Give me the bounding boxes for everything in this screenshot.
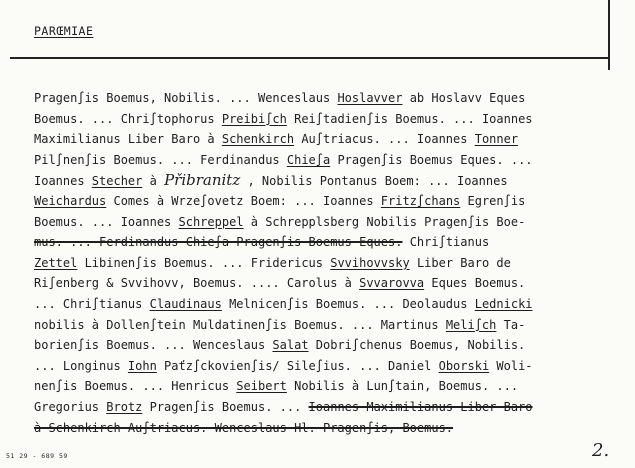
text-line [34,376,594,397]
text-segment: Boemus. ... Chri∫tophorus [34,111,222,126]
text-segment: Pragen∫is Boemus. ... [142,399,309,414]
page-number: 2. [592,440,610,461]
text-segment: Comes à Wrze∫ovetz Boem: ... Ioannes [106,193,381,208]
underlined-name: Svvarovva [359,276,425,291]
underlined-name: Schenkirch [221,132,295,147]
text-segment: à Schrepplsberg Nobilis Pragen∫is Boe- [243,214,526,229]
text-line [34,273,594,294]
text-line [34,129,594,150]
underlined-name: Weichardus [34,193,107,208]
text-segment: nobilis à Dollen∫tein Muldatinen∫is Boemus. ... Martinus [34,317,446,332]
text-line [34,191,594,212]
text-segment: ... Chri∫tianus [34,296,150,311]
underlined-name: Claudinaus [149,296,222,311]
footer-code: 51 29 - 689 59 [6,452,68,460]
text-segment: Liber Baro de [409,255,511,270]
text-line [34,232,594,253]
text-line [34,170,594,191]
underlined-name: Hoslavver [337,91,403,105]
text-segment: Ta- [496,317,526,332]
text-segment: , Nobilis Pontanus Boem: ... Ioannes [240,174,508,189]
text-segment: Pragen∫is Boemus Eques. ... [330,152,533,167]
underlined-name: Seibert [236,379,287,394]
text-line [34,418,594,439]
handwritten-insertion: Přibranitz [164,171,241,190]
text-segment: Au∫triacus. ... Ioannes [294,132,475,147]
underlined-name: Preibi∫ch [221,111,287,126]
underlined-name: Chie∫a [286,152,331,167]
underlined-name: Oborski [438,358,490,373]
underlined-name: Fritz∫chans [380,193,461,208]
text-segment: Boemus. ... Ioannes [34,214,179,229]
text-segment: Gregorius [34,399,107,414]
text-line [34,212,594,233]
text-segment: ... Longinus [34,358,128,373]
underlined-name: Iohn [127,358,157,373]
underlined-name: Zettel [34,255,78,270]
underlined-name: Meli∫ch [445,317,497,332]
text-line [34,109,594,130]
text-segment: Ioannes [34,174,92,189]
text-segment: Dobri∫chenus Boemus, Nobilis. [308,338,526,353]
text-segment: Woli- [489,358,533,373]
text-line [34,315,594,336]
underlined-name: Lednicki [474,296,533,311]
underlined-name: Stecher [91,174,143,189]
text-segment: Chri∫tianus [402,235,490,250]
text-segment: Rei∫tadien∫is Boemus. ... Ioannes [286,111,533,126]
text-segment: nen∫is Boemus. ... Henricus [34,379,237,394]
text-segment: Paťz∫ckovien∫is/ Sile∫ius. ... Daniel [156,358,439,373]
card-body-text [34,88,594,438]
text-line [34,294,594,315]
text-segment: à [142,174,165,189]
text-segment: Libinen∫is Boemus. ... Fridericus [77,255,331,270]
text-segment: Maximilianus Liber Baro à [34,132,222,147]
underlined-name: Salat [272,338,309,353]
text-segment: Egren∫is [460,193,526,208]
text-line [34,88,594,109]
underlined-name: Tonner [474,132,519,147]
struck-text: à Schenkirch Au∫triacus. Wenceslaus Hl. Pragen∫is, Boemus. [34,420,454,435]
text-segment: borien∫is Boemus. ... Wenceslaus [34,338,273,353]
underlined-name: Brotz [106,399,143,414]
text-segment: Nobilis à Lun∫tain, Boemus. ... [286,379,519,394]
text-segment: Pragen∫is Boemus, Nobilis. ... Wenceslaus [34,91,338,105]
struck-text: Ioannes Maximilianus Liber Baro [308,399,533,414]
text-segment: ab Hoslavv Eques [402,91,526,105]
text-line [34,356,594,377]
card-header-title: PARŒMIAE [34,24,94,38]
text-line [34,335,594,356]
text-line [34,150,594,171]
header-rule [10,57,610,59]
text-segment: Pil∫nen∫is Boemus. ... Ferdinandus [34,152,287,167]
underlined-name: Schreppel [178,214,244,229]
text-segment: Eques Boemus. [424,276,526,291]
card-vertical-rule [608,0,610,70]
text-line [34,397,594,418]
text-segment: Ri∫enberg & Svvihovv, Boemus. .... Carolus à [34,276,360,291]
text-segment: Melnicen∫is Boemus. ... Deolaudus [221,296,475,311]
text-line [34,253,594,274]
underlined-name: Svvihovvsky [330,255,410,270]
struck-text: mus. ... Ferdinandus Chie∫a Pragen∫is Boemus Eques. [34,235,403,250]
